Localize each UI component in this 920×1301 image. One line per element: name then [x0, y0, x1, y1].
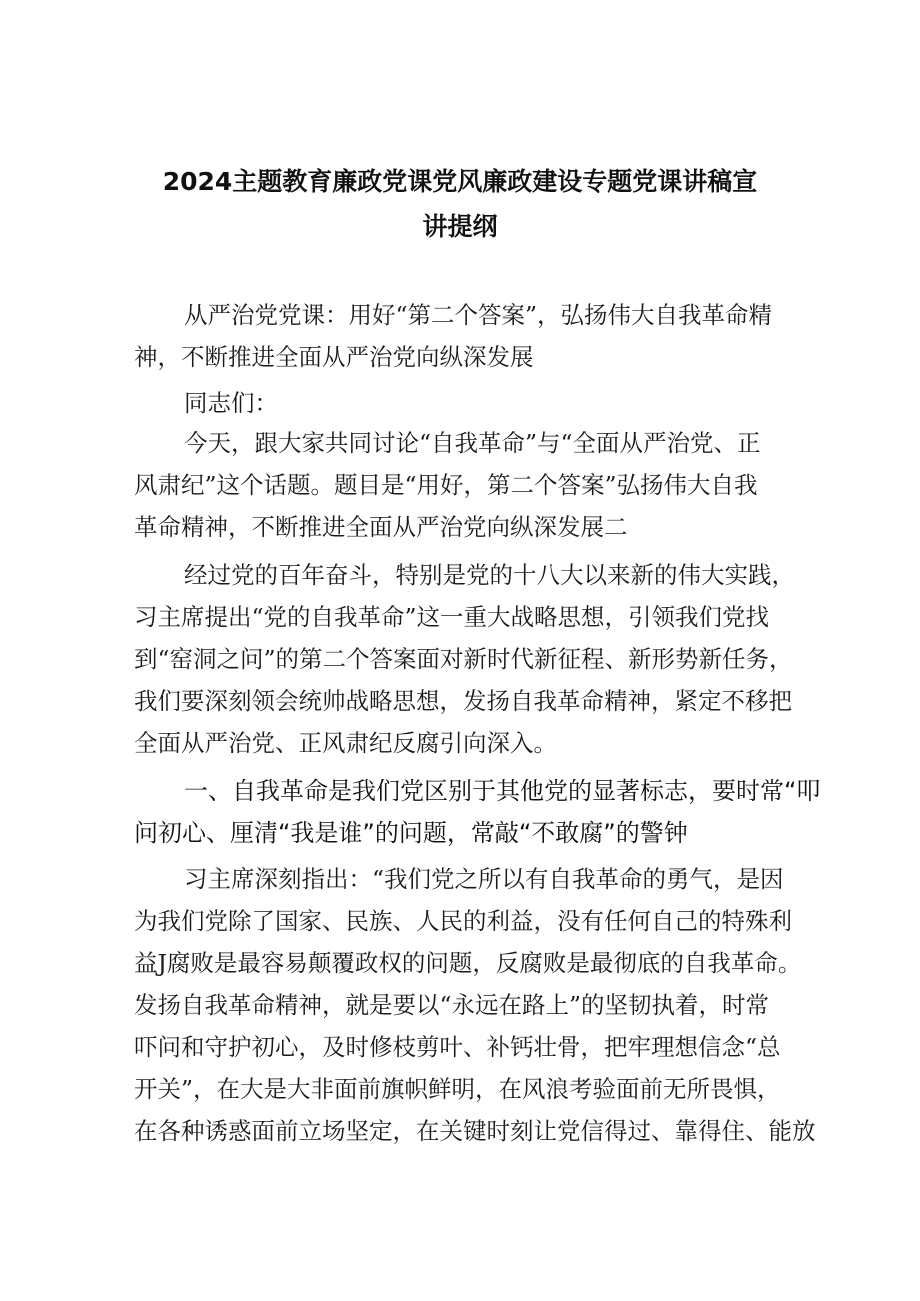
- heading-line: 问初心、厘清“我是谁”的问题，常敲“不敢腐”的警钟: [134, 819, 688, 847]
- document-title-line-2: 讲提纲: [422, 212, 498, 241]
- paragraph-line: 我们要深刻领会统帅战略思想，发扬自我革命精神，紧定不移把: [134, 687, 792, 715]
- paragraph-line: 为我们党除了国家、民族、人民的利益，没有任何自己的特殊利: [134, 907, 792, 935]
- paragraph-line: 习主席深刻指出：“我们党之所以有自我革命的勇气，是因: [184, 865, 784, 893]
- document-title-line-1: 2024主题教育廉政党课党风廉政建设专题党课讲稿宣: [162, 167, 758, 196]
- paragraph-line: 经过党的百年奋斗，特别是党的十八大以来新的伟大实践，: [184, 561, 795, 589]
- paragraph-background: [134, 554, 794, 764]
- paragraph-line: 今天，跟大家共同讨论“自我革命”与“全面从严治党、正: [184, 429, 761, 457]
- paragraph-salutation: [134, 382, 794, 424]
- paragraph-line: 从严治党党课：用好“第二个答案”，弘扬伟大自我革命精: [184, 301, 773, 329]
- paragraph-line: 习主席提出“党的自我革命”这一重大战略思想，引领我们党找: [134, 603, 770, 631]
- paragraph-line: 全面从严治党、正风肃纪反腐引向深入。: [134, 729, 557, 757]
- paragraph-subtitle: [134, 294, 794, 378]
- paragraph-line: 开关”，在大是大非面前旗帜鲜明，在风浪考验面前无所畏惧，: [134, 1075, 781, 1103]
- paragraph-line: 神，不断推进全面从严治党向纵深发展: [134, 343, 534, 371]
- paragraph-introduction: [134, 422, 794, 548]
- paragraph-quote: [134, 858, 816, 1152]
- paragraph-line: 到“窑洞之问”的第二个答案面对新时代新征程、新形势新任务，: [134, 645, 793, 673]
- paragraph-line: 在各种诱惑面前立场坚定，在关键时刻让党信得过、靠得住、能放: [134, 1117, 816, 1145]
- section-heading: [134, 770, 821, 854]
- heading-line: 一、自我革命是我们党区别于其他党的显著标志，要时常“叩: [184, 777, 821, 805]
- paragraph-line: 革命精神，不断推进全面从严治党向纵深发展二: [134, 513, 628, 541]
- paragraph-line: 同志们：: [184, 389, 278, 417]
- paragraph-line: 风肃纪”这个话题。题目是“用好，第二个答案”弘扬伟大自我: [134, 471, 758, 499]
- paragraph-line: 益J腐败是最容易颠覆政权的问题，反腐败是最彻底的自我革命。: [134, 949, 802, 977]
- paragraph-line: 吓问和守护初心，及时修枝剪叶、补钙壮骨，把牢理想信念“总: [134, 1033, 781, 1061]
- paragraph-line: 发扬自我革命精神，就是要以“永远在路上”的坚韧执着，时常: [134, 991, 770, 1019]
